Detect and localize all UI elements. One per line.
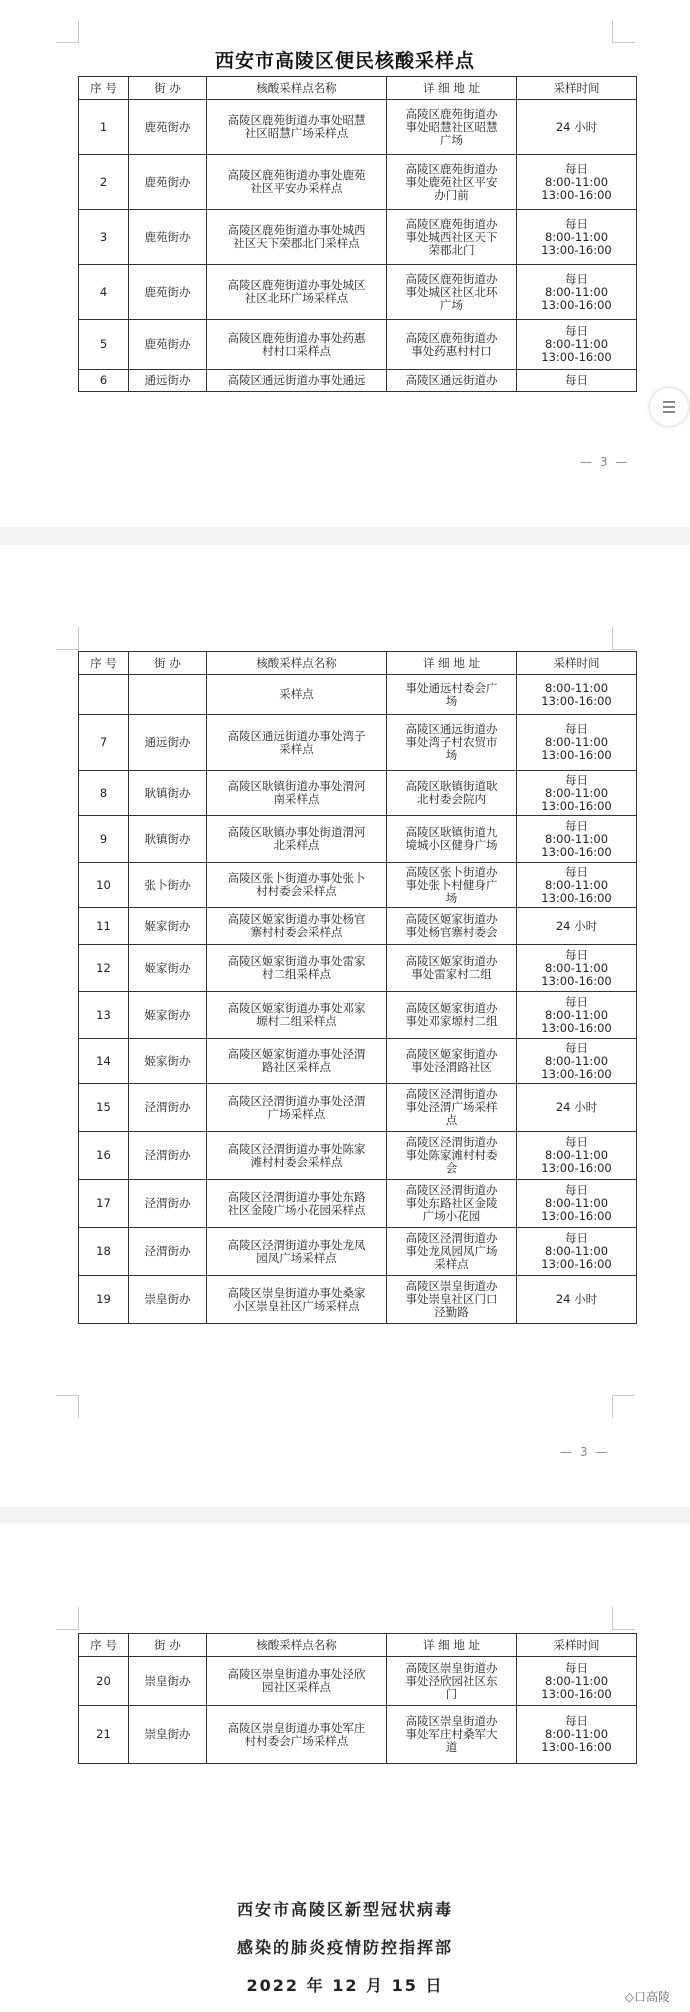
cell-address: 高陵区泾渭街道办 事处东路社区金陵 广场小花园 xyxy=(387,1180,517,1228)
cell-subdistrict: 鹿苑街办 xyxy=(129,265,207,320)
crop-mark xyxy=(612,20,635,43)
cell-seq: 2 xyxy=(79,155,129,210)
column-header: 核酸采样点名称 xyxy=(207,77,387,100)
cell-seq: 21 xyxy=(79,1706,129,1764)
cell-hours: 每日 8:00-11:00 13:00-16:00 xyxy=(517,715,637,771)
cell-subdistrict: 姬家街办 xyxy=(129,945,207,992)
cell-site-name: 高陵区姬家街道办事处泾渭 路社区采样点 xyxy=(207,1039,387,1084)
issue-date: 2022 年 12 月 15 日 xyxy=(246,1976,444,1995)
cell-subdistrict: 耿镇街办 xyxy=(129,816,207,863)
crop-mark xyxy=(612,1395,635,1418)
cell-subdistrict: 崇皇街办 xyxy=(129,1706,207,1764)
cell-seq: 20 xyxy=(79,1657,129,1706)
table-row xyxy=(79,816,637,863)
cell-site-name: 高陵区姬家街道办事处雷家 村二组采样点 xyxy=(207,945,387,992)
document-page-2 xyxy=(0,545,690,1507)
crop-mark xyxy=(612,627,635,650)
crop-mark xyxy=(612,1607,635,1630)
column-header: 序 号 xyxy=(79,77,129,100)
cell-seq: 1 xyxy=(79,100,129,155)
table-row xyxy=(79,771,637,816)
cell-subdistrict: 泾渭街办 xyxy=(129,1084,207,1132)
cell-subdistrict: 鹿苑街办 xyxy=(129,210,207,265)
table-row xyxy=(79,1228,637,1276)
cell-seq: 5 xyxy=(79,320,129,370)
cell-site-name: 高陵区泾渭街道办事处陈家 滩村村委会采样点 xyxy=(207,1132,387,1180)
cell-site-name: 高陵区姬家街道办事处杨官 寨村村委会采样点 xyxy=(207,908,387,945)
cell-address: 高陵区泾渭街道办 事处陈家滩村村委 会 xyxy=(387,1132,517,1180)
table-header-row xyxy=(79,77,637,100)
cell-subdistrict: 张卜街办 xyxy=(129,863,207,908)
cell-site-name: 采样点 xyxy=(207,675,387,715)
cell-site-name: 高陵区鹿苑街道办事处昭慧 社区昭慧广场采样点 xyxy=(207,100,387,155)
cell-hours: 每日 8:00-11:00 13:00-16:00 xyxy=(517,265,637,320)
cell-hours: 每日 8:00-11:00 13:00-16:00 xyxy=(517,1132,637,1180)
column-header: 采样时间 xyxy=(517,652,637,675)
table-row xyxy=(79,1039,637,1084)
cell-site-name: 高陵区姬家街道办事处邓家 塬村二组采样点 xyxy=(207,992,387,1039)
table-row xyxy=(79,370,637,392)
cell-hours: 8:00-11:00 13:00-16:00 xyxy=(517,675,637,715)
table-header-row xyxy=(79,1634,637,1657)
cell-subdistrict: 泾渭街办 xyxy=(129,1132,207,1180)
crop-mark xyxy=(56,1607,79,1630)
cell-hours: 每日 8:00-11:00 13:00-16:00 xyxy=(517,945,637,992)
cell-address: 高陵区耿镇街道耿 北村委会院内 xyxy=(387,771,517,816)
scroll-handle-icon[interactable] xyxy=(650,388,688,426)
cell-site-name: 高陵区鹿苑街道办事处城西 社区天下荣郡北门采样点 xyxy=(207,210,387,265)
cell-seq: 13 xyxy=(79,992,129,1039)
table-row xyxy=(79,945,637,992)
cell-hours: 24 小时 xyxy=(517,908,637,945)
cell-seq: 15 xyxy=(79,1084,129,1132)
cell-subdistrict: 泾渭街办 xyxy=(129,1180,207,1228)
cell-seq: 4 xyxy=(79,265,129,320)
cell-site-name: 高陵区崇皇街道办事处军庄 村村委会广场采样点 xyxy=(207,1706,387,1764)
cell-hours: 每日 8:00-11:00 13:00-16:00 xyxy=(517,816,637,863)
cell-address: 高陵区姬家街道办 事处雷家村二组 xyxy=(387,945,517,992)
cell-subdistrict: 耿镇街办 xyxy=(129,771,207,816)
cell-subdistrict: 崇皇街办 xyxy=(129,1657,207,1706)
cell-address: 高陵区泾渭街道办 事处泾渭广场采样 点 xyxy=(387,1084,517,1132)
cell-site-name: 高陵区鹿苑街道办事处鹿苑 社区平安办采样点 xyxy=(207,155,387,210)
cell-seq: 9 xyxy=(79,816,129,863)
cell-subdistrict: 鹿苑街办 xyxy=(129,320,207,370)
cell-seq: 18 xyxy=(79,1228,129,1276)
column-header: 详 细 地 址 xyxy=(387,77,517,100)
cell-address: 高陵区泾渭街道办 事处龙凤园凤广场 采样点 xyxy=(387,1228,517,1276)
cell-hours: 每日 8:00-11:00 13:00-16:00 xyxy=(517,1657,637,1706)
cell-address: 高陵区通远街道办 xyxy=(387,370,517,392)
cell-address: 高陵区崇皇街道办 事处军庄村桑军大 道 xyxy=(387,1706,517,1764)
cell-subdistrict: 通远街办 xyxy=(129,370,207,392)
column-header: 采样时间 xyxy=(517,1634,637,1657)
cell-address: 高陵区鹿苑街道办 事处城西社区天下 荣郡北门 xyxy=(387,210,517,265)
cell-hours: 每日 8:00-11:00 13:00-16:00 xyxy=(517,1180,637,1228)
cell-seq: 11 xyxy=(79,908,129,945)
cell-address: 高陵区崇皇街道办 事处泾欣园社区东 门 xyxy=(387,1657,517,1706)
crop-mark xyxy=(56,1395,79,1418)
page-number: — 3 — xyxy=(560,1445,610,1459)
cell-hours: 每日 8:00-11:00 13:00-16:00 xyxy=(517,210,637,265)
cell-site-name: 高陵区崇皇街道办事处桑家 小区崇皇社区广场采样点 xyxy=(207,1276,387,1324)
table-row xyxy=(79,100,637,155)
cell-seq: 6 xyxy=(79,370,129,392)
cell-site-name: 高陵区泾渭街道办事处泾渭 广场采样点 xyxy=(207,1084,387,1132)
cell-hours: 每日 8:00-11:00 13:00-16:00 xyxy=(517,1039,637,1084)
cell-subdistrict: 崇皇街办 xyxy=(129,1276,207,1324)
cell-site-name: 高陵区耿镇街道办事处渭河 南采样点 xyxy=(207,771,387,816)
table-row xyxy=(79,715,637,771)
table-row xyxy=(79,863,637,908)
cell-address: 高陵区鹿苑街道办 事处鹿苑社区平安 办门前 xyxy=(387,155,517,210)
cell-address: 高陵区通远街道办 事处湾子村农贸市 场 xyxy=(387,715,517,771)
cell-subdistrict: 姬家街办 xyxy=(129,1039,207,1084)
cell-address: 高陵区崇皇街道办 事处崇皇社区门口 泾勤路 xyxy=(387,1276,517,1324)
table-row xyxy=(79,1276,637,1324)
cell-address: 高陵区鹿苑街道办 事处城区社区北环 广场 xyxy=(387,265,517,320)
cell-address: 高陵区耿镇街道九 境城小区健身广场 xyxy=(387,816,517,863)
cell-seq: 10 xyxy=(79,863,129,908)
table-row xyxy=(79,675,637,715)
cell-subdistrict xyxy=(129,675,207,715)
cell-subdistrict: 泾渭街办 xyxy=(129,1228,207,1276)
crop-mark xyxy=(56,20,79,43)
cell-subdistrict: 姬家街办 xyxy=(129,908,207,945)
cell-address: 高陵区姬家街道办 事处杨官寨村委会 xyxy=(387,908,517,945)
cell-address: 高陵区姬家街道办 事处泾渭路社区 xyxy=(387,1039,517,1084)
cell-subdistrict: 鹿苑街办 xyxy=(129,100,207,155)
page-number: — 3 — xyxy=(580,455,630,469)
table-row xyxy=(79,908,637,945)
table-row xyxy=(79,1180,637,1228)
table-row xyxy=(79,320,637,370)
cell-hours: 24 小时 xyxy=(517,100,637,155)
cell-address: 高陵区鹿苑街道办 事处昭慧社区昭慧 广场 xyxy=(387,100,517,155)
cell-seq xyxy=(79,675,129,715)
table-row xyxy=(79,992,637,1039)
cell-subdistrict: 鹿苑街办 xyxy=(129,155,207,210)
column-header: 核酸采样点名称 xyxy=(207,1634,387,1657)
cell-address: 高陵区鹿苑街道办 事处药惠村村口 xyxy=(387,320,517,370)
sampling-sites-table xyxy=(78,651,637,1324)
cell-hours: 每日 8:00-11:00 13:00-16:00 xyxy=(517,1706,637,1764)
cell-site-name: 高陵区耿镇办事处街道渭河 北采样点 xyxy=(207,816,387,863)
cell-hours: 24 小时 xyxy=(517,1276,637,1324)
column-header: 序 号 xyxy=(79,652,129,675)
column-header: 街 办 xyxy=(129,652,207,675)
cell-seq: 12 xyxy=(79,945,129,992)
cell-seq: 3 xyxy=(79,210,129,265)
table-row xyxy=(79,1657,637,1706)
table-row xyxy=(79,1706,637,1764)
column-header: 街 办 xyxy=(129,77,207,100)
cell-site-name: 高陵区泾渭街道办事处东路 社区金陵广场小花园采样点 xyxy=(207,1180,387,1228)
watermark: ◇口高陵 xyxy=(624,1990,670,2004)
cell-hours: 每日 8:00-11:00 13:00-16:00 xyxy=(517,771,637,816)
cell-hours: 每日 8:00-11:00 13:00-16:00 xyxy=(517,320,637,370)
table-row xyxy=(79,155,637,210)
issuer-line-1: 西安市高陵区新型冠状病毒 xyxy=(236,1900,453,1919)
column-header: 序 号 xyxy=(79,1634,129,1657)
cell-hours: 每日 8:00-11:00 13:00-16:00 xyxy=(517,863,637,908)
cell-site-name: 高陵区通远街道办事处湾子 采样点 xyxy=(207,715,387,771)
column-header: 详 细 地 址 xyxy=(387,1634,517,1657)
cell-hours: 每日 xyxy=(517,370,637,392)
cell-seq: 8 xyxy=(79,771,129,816)
crop-mark xyxy=(56,627,79,650)
column-header: 详 细 地 址 xyxy=(387,652,517,675)
cell-seq: 19 xyxy=(79,1276,129,1324)
cell-seq: 17 xyxy=(79,1180,129,1228)
cell-address: 高陵区姬家街道办 事处邓家塬村二组 xyxy=(387,992,517,1039)
table-row xyxy=(79,210,637,265)
cell-hours: 每日 8:00-11:00 13:00-16:00 xyxy=(517,1228,637,1276)
sampling-sites-table xyxy=(78,1633,637,1764)
cell-address: 事处通远村委会广 场 xyxy=(387,675,517,715)
table-row xyxy=(79,265,637,320)
cell-site-name: 高陵区崇皇街道办事处泾欣 园社区采样点 xyxy=(207,1657,387,1706)
column-header: 核酸采样点名称 xyxy=(207,652,387,675)
cell-seq: 14 xyxy=(79,1039,129,1084)
cell-site-name: 高陵区泾渭街道办事处龙凤 园凤广场采样点 xyxy=(207,1228,387,1276)
cell-hours: 24 小时 xyxy=(517,1084,637,1132)
cell-subdistrict: 姬家街办 xyxy=(129,992,207,1039)
cell-hours: 每日 8:00-11:00 13:00-16:00 xyxy=(517,155,637,210)
document-title: 西安市高陵区便民核酸采样点 xyxy=(214,50,475,72)
cell-site-name: 高陵区鹿苑街道办事处药惠 村村口采样点 xyxy=(207,320,387,370)
cell-site-name: 高陵区张卜街道办事处张卜 村村委会采样点 xyxy=(207,863,387,908)
document-page-3 xyxy=(0,1523,690,2012)
table-header-row xyxy=(79,652,637,675)
cell-seq: 16 xyxy=(79,1132,129,1180)
cell-subdistrict: 通远街办 xyxy=(129,715,207,771)
table-row xyxy=(79,1084,637,1132)
cell-site-name: 高陵区通远街道办事处通远 xyxy=(207,370,387,392)
table-row xyxy=(79,1132,637,1180)
cell-address: 高陵区张卜街道办 事处张卜村健身广 场 xyxy=(387,863,517,908)
column-header: 采样时间 xyxy=(517,77,637,100)
cell-seq: 7 xyxy=(79,715,129,771)
cell-site-name: 高陵区鹿苑街道办事处城区 社区北环广场采样点 xyxy=(207,265,387,320)
document-page-1 xyxy=(0,0,690,527)
issuer-line-2: 感染的肺炎疫情防控指挥部 xyxy=(236,1938,453,1957)
sampling-sites-table xyxy=(78,76,637,392)
cell-hours: 每日 8:00-11:00 13:00-16:00 xyxy=(517,992,637,1039)
column-header: 街 办 xyxy=(129,1634,207,1657)
